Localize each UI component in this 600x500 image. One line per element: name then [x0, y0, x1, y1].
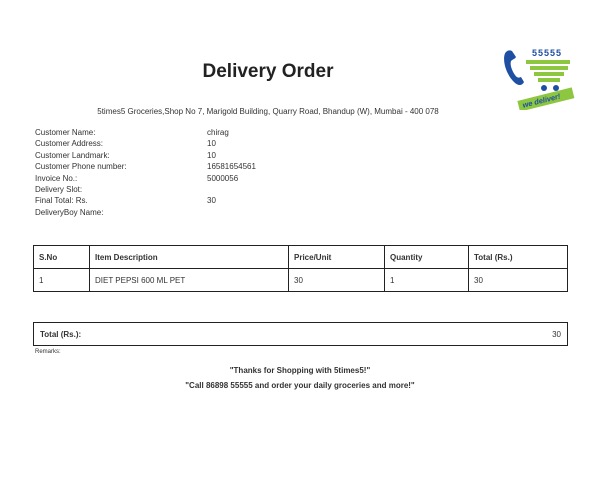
info-label: Customer Phone number: [35, 162, 127, 172]
logo-speed-line [534, 72, 564, 76]
info-value: 16581654561 [207, 162, 256, 172]
table-header-row [34, 246, 568, 269]
store-address: 5times5 Groceries,Shop No 7, Marigold Building, Quarry Road, Bhandup (W), Mumbai - 400 078 [97, 107, 439, 116]
logo-speed-line [538, 78, 560, 82]
company-logo [498, 44, 576, 110]
info-label: Customer Address: [35, 139, 104, 149]
info-label: Customer Landmark: [35, 150, 110, 160]
info-label: Customer Name: [35, 128, 96, 137]
info-value: 10 [207, 139, 216, 149]
total-box [33, 322, 568, 346]
table-cell: DIET PEPSI 600 ML PET [90, 269, 289, 292]
table-row [34, 269, 568, 292]
info-value: 5000056 [207, 173, 239, 183]
logo-number: 55555 [532, 48, 563, 58]
info-label: Invoice No.: [35, 173, 78, 183]
info-value: 30 [207, 196, 216, 206]
column-header: Quantity [385, 246, 469, 269]
footer-message [0, 363, 600, 393]
info-label: Delivery Slot: [35, 184, 83, 194]
column-header: Total (Rs.) [469, 246, 568, 269]
footer-call: "Call 86898 55555 and order your daily groceries and more!" [185, 381, 415, 390]
logo-speed-line [526, 60, 570, 64]
remarks-label: Remarks: [35, 349, 61, 355]
table-body [34, 269, 568, 292]
info-label: DeliveryBoy Name: [35, 207, 104, 217]
table-cell: 30 [469, 269, 568, 292]
items-table [33, 245, 568, 292]
phone-icon [504, 50, 524, 85]
logo-wheel [553, 85, 559, 91]
logo-wheel [541, 85, 547, 91]
info-value: 10 [207, 150, 216, 160]
total-label: Total (Rs.): [40, 330, 82, 339]
column-header: Item Description [90, 246, 289, 269]
total-value: 30 [552, 330, 561, 339]
column-header: Price/Unit [289, 246, 385, 269]
table-cell: 1 [385, 269, 469, 292]
table-cell: 1 [34, 269, 90, 292]
table-cell: 30 [289, 269, 385, 292]
page-title: Delivery Order [202, 61, 334, 82]
info-label: Final Total: Rs. [35, 196, 88, 206]
footer-thanks: "Thanks for Shopping with 5times5!" [229, 366, 371, 375]
logo-tagline: we deliver! [521, 91, 562, 110]
logo-speed-line [530, 66, 568, 70]
column-header: S.No [34, 246, 90, 269]
info-value: chirag [207, 128, 229, 137]
